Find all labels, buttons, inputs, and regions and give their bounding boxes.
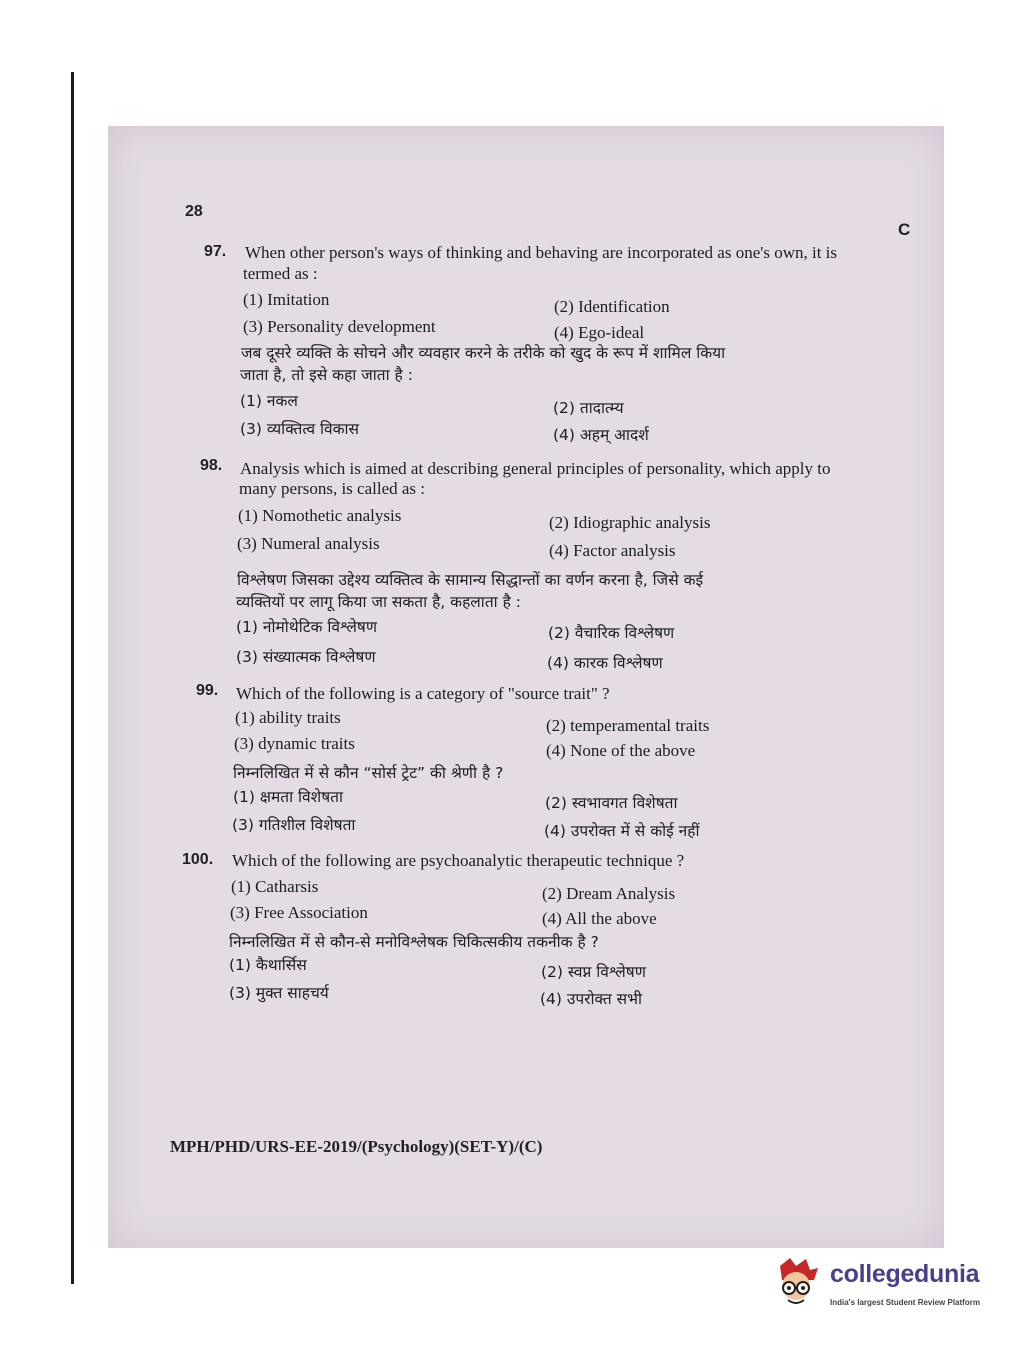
question-text-en: Which of the following is a category of "source trait" ? <box>236 684 610 703</box>
scan-left-border <box>71 72 74 1284</box>
question-number: 98. <box>200 457 223 474</box>
option-3-en: (3) Numeral analysis <box>237 534 380 553</box>
question-text-hi: व्यक्तियों पर लागू किया जा सकता है, कहलाता है : <box>236 593 521 611</box>
question-text-hi: जाता है, तो इसे कहा जाता है : <box>240 366 413 384</box>
option-1-hi: (1) नोमोथेटिक विश्लेषण <box>236 618 378 636</box>
question-text-en: Which of the following are psychoanalytic therapeutic technique ? <box>232 851 685 870</box>
option-1-en: (1) ability traits <box>235 708 341 727</box>
question-text-en: termed as : <box>243 264 318 283</box>
option-1-en: (1) Nomothetic analysis <box>238 506 402 525</box>
option-1-hi: (1) कैथार्सिस <box>229 956 307 974</box>
option-4-en: (4) None of the above <box>546 741 696 760</box>
option-1-hi: (1) क्षमता विशेषता <box>233 788 344 806</box>
question-text-en: many persons, is called as : <box>239 479 426 498</box>
option-4-hi: (4) कारक विश्लेषण <box>547 654 663 672</box>
option-2-hi: (2) स्वप्न विश्लेषण <box>541 963 646 981</box>
question-number: 100. <box>182 851 214 868</box>
question-text-en: Analysis which is aimed at describing general principles of personality, which apply to <box>240 459 831 478</box>
question-number: 99. <box>196 682 219 699</box>
option-2-hi: (2) स्वभावगत विशेषता <box>545 794 678 812</box>
option-2-en: (2) Identification <box>554 297 670 316</box>
option-2-en: (2) Idiographic analysis <box>549 513 711 532</box>
option-1-hi: (1) नकल <box>240 392 298 410</box>
brand-tagline: India's largest Student Review Platform <box>830 1298 980 1307</box>
option-3-hi: (3) व्यक्तित्व विकास <box>240 420 360 438</box>
question-number: 97. <box>204 243 227 260</box>
option-2-en: (2) Dream Analysis <box>542 884 676 903</box>
paper-code-footer: MPH/PHD/URS-EE-2019/(Psychology)(SET-Y)/(C) <box>170 1137 543 1156</box>
question-text-hi: जब दूसरे व्यक्ति के सोचने और व्यवहार करने के तरीके को खुद के रूप में शामिल किया <box>241 344 726 362</box>
option-4-hi: (4) उपरोक्त सभी <box>540 990 642 1008</box>
option-3-hi: (3) मुक्त साहचर्य <box>229 984 329 1002</box>
brand-name: collegedunia <box>830 1260 980 1288</box>
option-3-hi: (3) संख्यात्मक विश्लेषण <box>236 648 376 666</box>
mascot-icon <box>770 1256 826 1316</box>
option-4-hi: (4) अहम् आदर्श <box>553 426 649 444</box>
option-4-hi: (4) उपरोक्त में से कोई नहीं <box>544 822 700 840</box>
option-2-hi: (2) तादात्म्य <box>553 399 624 417</box>
option-4-en: (4) Ego-ideal <box>554 323 645 342</box>
option-1-en: (1) Imitation <box>243 290 330 309</box>
option-4-en: (4) All the above <box>542 909 657 928</box>
brand-watermark[interactable] <box>770 1256 1000 1316</box>
question-text-hi: निम्नलिखित में से कौन “सोर्स ट्रेट” की श्रेणी है ? <box>233 764 504 782</box>
question-text-hi: निम्नलिखित में से कौन-से मनोविश्लेषक चिकित्सकीय तकनीक है ? <box>229 933 599 951</box>
question-text-hi: विश्लेषण जिसका उद्देश्य व्यक्तित्व के सामान्य सिद्धान्तों का वर्णन करना है, जिसे कई <box>237 571 704 589</box>
question-text-en: When other person's ways of thinking and behaving are incorporated as one's own, it is <box>245 243 838 262</box>
option-4-en: (4) Factor analysis <box>549 541 676 560</box>
option-3-hi: (3) गतिशील विशेषता <box>232 816 356 834</box>
option-2-en: (2) temperamental traits <box>546 716 710 735</box>
page-number: 28 <box>185 203 203 220</box>
option-2-hi: (2) वैचारिक विश्लेषण <box>548 624 675 642</box>
option-3-en: (3) dynamic traits <box>234 734 355 753</box>
option-3-en: (3) Personality development <box>243 317 436 336</box>
option-3-en: (3) Free Association <box>230 903 368 922</box>
set-code: C <box>898 220 911 239</box>
option-1-en: (1) Catharsis <box>231 877 319 896</box>
